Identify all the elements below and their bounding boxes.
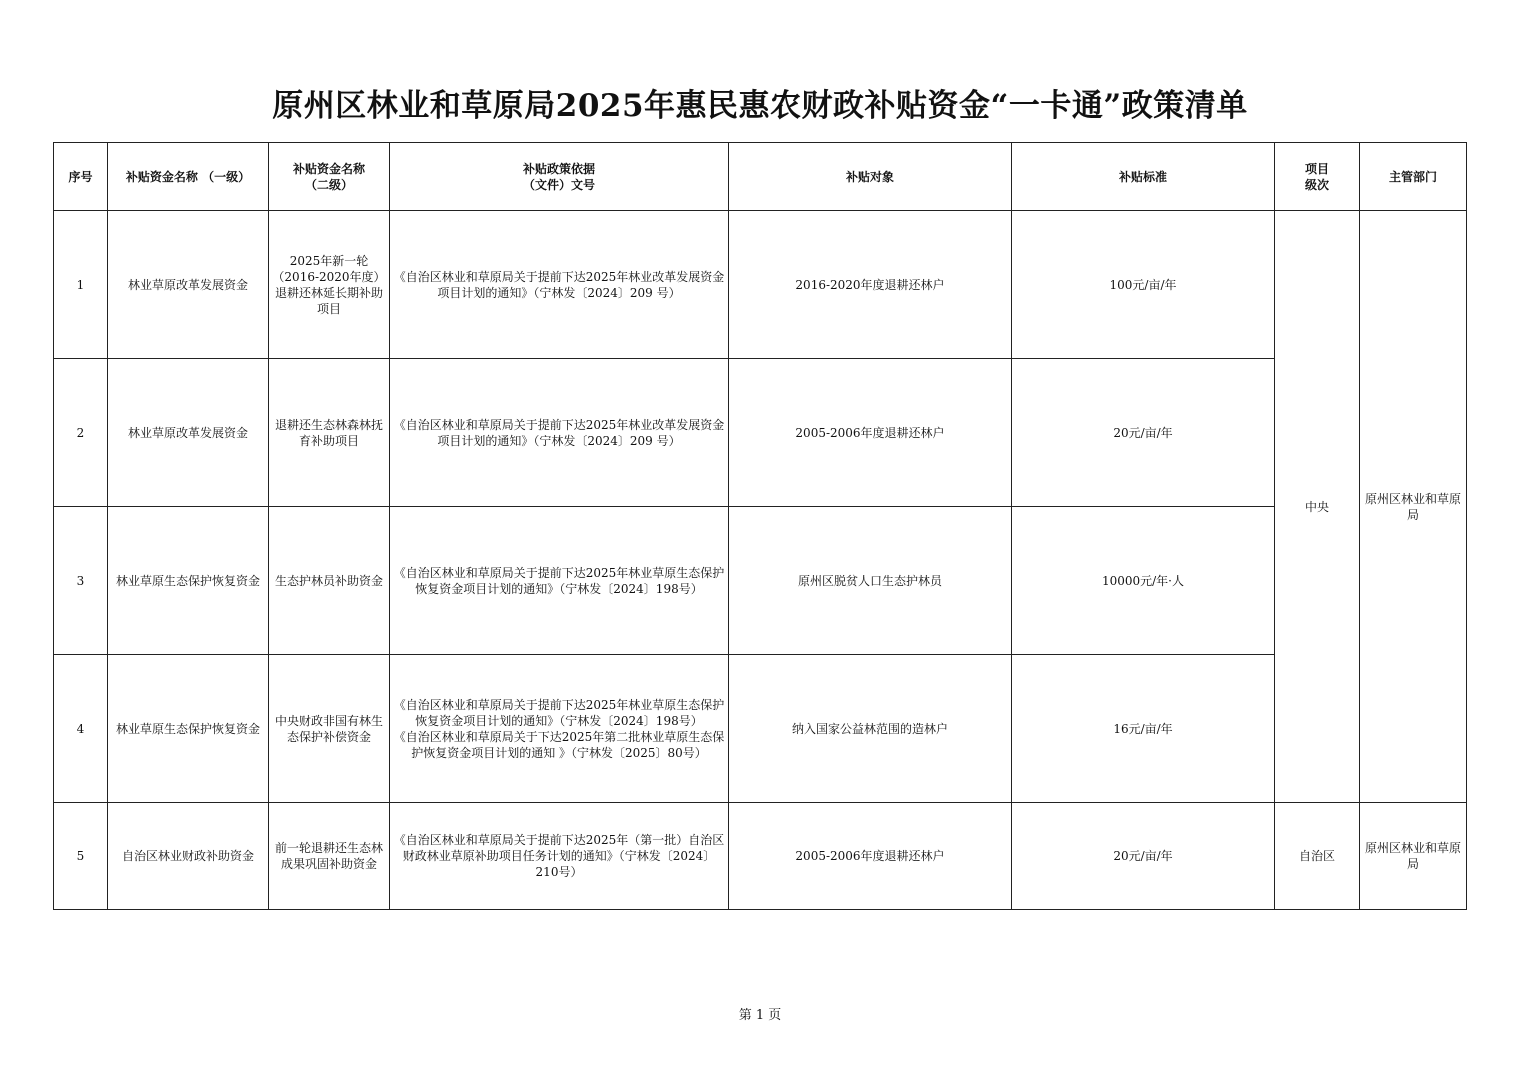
header-basis: 补贴政策依据 （文件）文号 — [390, 143, 729, 211]
cell-target: 原州区脱贫人口生态护林员 — [729, 507, 1012, 655]
cell-dept-merged: 原州区林业和草原局 — [1360, 211, 1467, 803]
cell-level1: 林业草原改革发展资金 — [108, 359, 269, 507]
header-no: 序号 — [54, 143, 108, 211]
header-project-level: 项目 级次 — [1275, 143, 1360, 211]
cell-target: 2016-2020年度退耕还林户 — [729, 211, 1012, 359]
cell-dept: 原州区林业和草原局 — [1360, 803, 1467, 910]
header-level2-name: 补贴资金名称 （二级） — [269, 143, 390, 211]
cell-project-level-merged: 中央 — [1275, 211, 1360, 803]
cell-standard: 100元/亩/年 — [1012, 211, 1275, 359]
cell-standard: 20元/亩/年 — [1012, 803, 1275, 910]
cell-basis: 《自治区林业和草原局关于提前下达2025年林业改革发展资金项目计划的通知》（宁林发〔2024〕209 号） — [390, 359, 729, 507]
cell-target: 2005-2006年度退耕还林户 — [729, 803, 1012, 910]
cell-level1: 林业草原生态保护恢复资金 — [108, 655, 269, 803]
cell-target: 纳入国家公益林范围的造林户 — [729, 655, 1012, 803]
cell-basis: 《自治区林业和草原局关于提前下达2025年林业草原生态保护恢复资金项目计划的通知》（宁林发〔2024〕198号） — [390, 507, 729, 655]
cell-basis — [390, 655, 729, 803]
header-standard: 补贴标准 — [1012, 143, 1275, 211]
table-row — [54, 359, 1467, 507]
cell-standard: 16元/亩/年 — [1012, 655, 1275, 803]
cell-project-level: 自治区 — [1275, 803, 1360, 910]
table-row — [54, 803, 1467, 910]
cell-no: 5 — [54, 803, 108, 910]
cell-no: 4 — [54, 655, 108, 803]
table-row — [54, 211, 1467, 359]
header-target: 补贴对象 — [729, 143, 1012, 211]
cell-target: 2005-2006年度退耕还林户 — [729, 359, 1012, 507]
cell-basis: 《自治区林业和草原局关于提前下达2025年林业改革发展资金项目计划的通知》（宁林发〔2024〕209 号） — [390, 211, 729, 359]
cell-no: 3 — [54, 507, 108, 655]
cell-level1: 林业草原生态保护恢复资金 — [108, 507, 269, 655]
cell-level2: 2025年新一轮（2016-2020年度）退耕还林延长期补助项目 — [269, 211, 390, 359]
page-title: 原州区林业和草原局2025年惠民惠农财政补贴资金“一卡通”政策清单 — [272, 88, 1248, 124]
cell-level1: 林业草原改革发展资金 — [108, 211, 269, 359]
cell-no: 2 — [54, 359, 108, 507]
basis-line-2: 《自治区林业和草原局关于下达2025年第二批林业草原生态保护恢复资金项目计划的通知 》（宁林发〔2025〕80号） — [393, 729, 725, 760]
cell-standard: 10000元/年·人 — [1012, 507, 1275, 655]
cell-basis: 《自治区林业和草原局关于提前下达2025年（第一批）自治区财政林业草原补助项目任务计划的通知》（宁林发〔2024〕210号） — [390, 803, 729, 910]
cell-level2: 退耕还生态林森林抚育补助项目 — [269, 359, 390, 507]
header-row — [54, 143, 1467, 211]
table-row — [54, 507, 1467, 655]
table-row — [54, 655, 1467, 803]
page-number: 第 1 页 — [738, 1008, 782, 1023]
cell-level2: 前一轮退耕还生态林成果巩固补助资金 — [269, 803, 390, 910]
header-level1-name: 补贴资金名称 （一级） — [108, 143, 269, 211]
basis-line-1: 《自治区林业和草原局关于提前下达2025年林业草原生态保护恢复资金项目计划的通知》（宁林发〔2024〕198号） — [393, 697, 725, 728]
cell-level1: 自治区林业财政补助资金 — [108, 803, 269, 910]
cell-level2: 中央财政非国有林生态保护补偿资金 — [269, 655, 390, 803]
cell-standard: 20元/亩/年 — [1012, 359, 1275, 507]
cell-level2: 生态护林员补助资金 — [269, 507, 390, 655]
policy-table — [53, 142, 1467, 910]
header-dept: 主管部门 — [1360, 143, 1467, 211]
cell-no: 1 — [54, 211, 108, 359]
